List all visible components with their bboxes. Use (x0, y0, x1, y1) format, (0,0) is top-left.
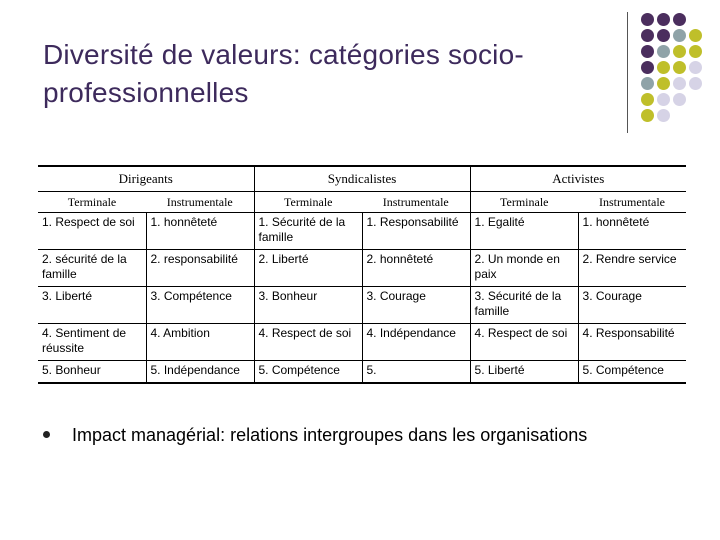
table-cell: 4. Respect de soi (254, 324, 362, 361)
table-cell: 4. Sentiment de réussite (38, 324, 146, 361)
table-cell: 4. Indépendance (362, 324, 470, 361)
decorative-dot (641, 109, 654, 122)
impact-bullet-text: Impact managérial: relations intergroupes dans les organisations (72, 425, 588, 445)
bullet-icon (43, 431, 50, 438)
decorative-dot (657, 109, 670, 122)
decorative-dot (673, 77, 686, 90)
decorative-dot (673, 61, 686, 74)
decorative-dot (673, 13, 686, 26)
table-cell: 4. Respect de soi (470, 324, 578, 361)
table-cell: 4. Ambition (146, 324, 254, 361)
decorative-dot (641, 45, 654, 58)
decorative-dot (641, 93, 654, 106)
subheader-cell: Terminale (470, 192, 578, 213)
decorative-dot (657, 93, 670, 106)
decorative-dot (673, 45, 686, 58)
table-cell: 2. responsabilité (146, 250, 254, 287)
table-cell: 4. Responsabilité (578, 324, 686, 361)
table-row (38, 250, 686, 287)
decorative-dot (689, 77, 702, 90)
decorative-dot (673, 29, 686, 42)
table-cell: 5. Compétence (578, 361, 686, 384)
table-cell: 5. (362, 361, 470, 384)
table-cell: 2. Un monde en paix (470, 250, 578, 287)
subheader-cell: Instrumentale (362, 192, 470, 213)
table-cell: 1. Sécurité de la famille (254, 213, 362, 250)
table-cell: 5. Indépendance (146, 361, 254, 384)
table-row (38, 287, 686, 324)
table-cell: 2. honnêteté (362, 250, 470, 287)
table-cell: 5. Bonheur (38, 361, 146, 384)
subheader-cell: Instrumentale (578, 192, 686, 213)
group-header-dirigeants: Dirigeants (38, 166, 254, 192)
table-row (38, 324, 686, 361)
table-cell: 1. Egalité (470, 213, 578, 250)
decorative-dot (641, 13, 654, 26)
values-table (38, 165, 686, 384)
decorative-dot (657, 13, 670, 26)
decorative-dot-grid (0, 0, 720, 140)
subheader-cell: Instrumentale (146, 192, 254, 213)
slide-title: Diversité de valeurs: catégories socio-professionnelles (43, 39, 524, 108)
subheader-cell: Terminale (38, 192, 146, 213)
decorative-dot (673, 93, 686, 106)
group-header-syndicalistes: Syndicalistes (254, 166, 470, 192)
table-cell: 2. Rendre service (578, 250, 686, 287)
table-cell: 3. Bonheur (254, 287, 362, 324)
table-cell: 1. honnêteté (578, 213, 686, 250)
decorative-dot (657, 29, 670, 42)
table-row (38, 213, 686, 250)
table-cell: 3. Liberté (38, 287, 146, 324)
decorative-dot (641, 29, 654, 42)
table-cell: 3. Courage (362, 287, 470, 324)
decorative-dot (689, 45, 702, 58)
table-cell: 5. Compétence (254, 361, 362, 384)
table-cell: 2. sécurité de la famille (38, 250, 146, 287)
table-cell: 3. Sécurité de la famille (470, 287, 578, 324)
decorative-dot (657, 77, 670, 90)
decorative-dot (689, 61, 702, 74)
decorative-dot (689, 29, 702, 42)
table-cell: 1. Respect de soi (38, 213, 146, 250)
decorative-dot (641, 77, 654, 90)
decorative-divider-line (627, 12, 628, 133)
table-cell: 1. Responsabilité (362, 213, 470, 250)
subheader-cell: Terminale (254, 192, 362, 213)
table-cell: 1. honnêteté (146, 213, 254, 250)
table-cell: 5. Liberté (470, 361, 578, 384)
decorative-dot (657, 45, 670, 58)
decorative-dot (657, 61, 670, 74)
table-cell: 3. Compétence (146, 287, 254, 324)
group-header-activistes: Activistes (470, 166, 686, 192)
table-row (38, 361, 686, 384)
table-cell: 3. Courage (578, 287, 686, 324)
table-cell: 2. Liberté (254, 250, 362, 287)
decorative-dot (641, 61, 654, 74)
